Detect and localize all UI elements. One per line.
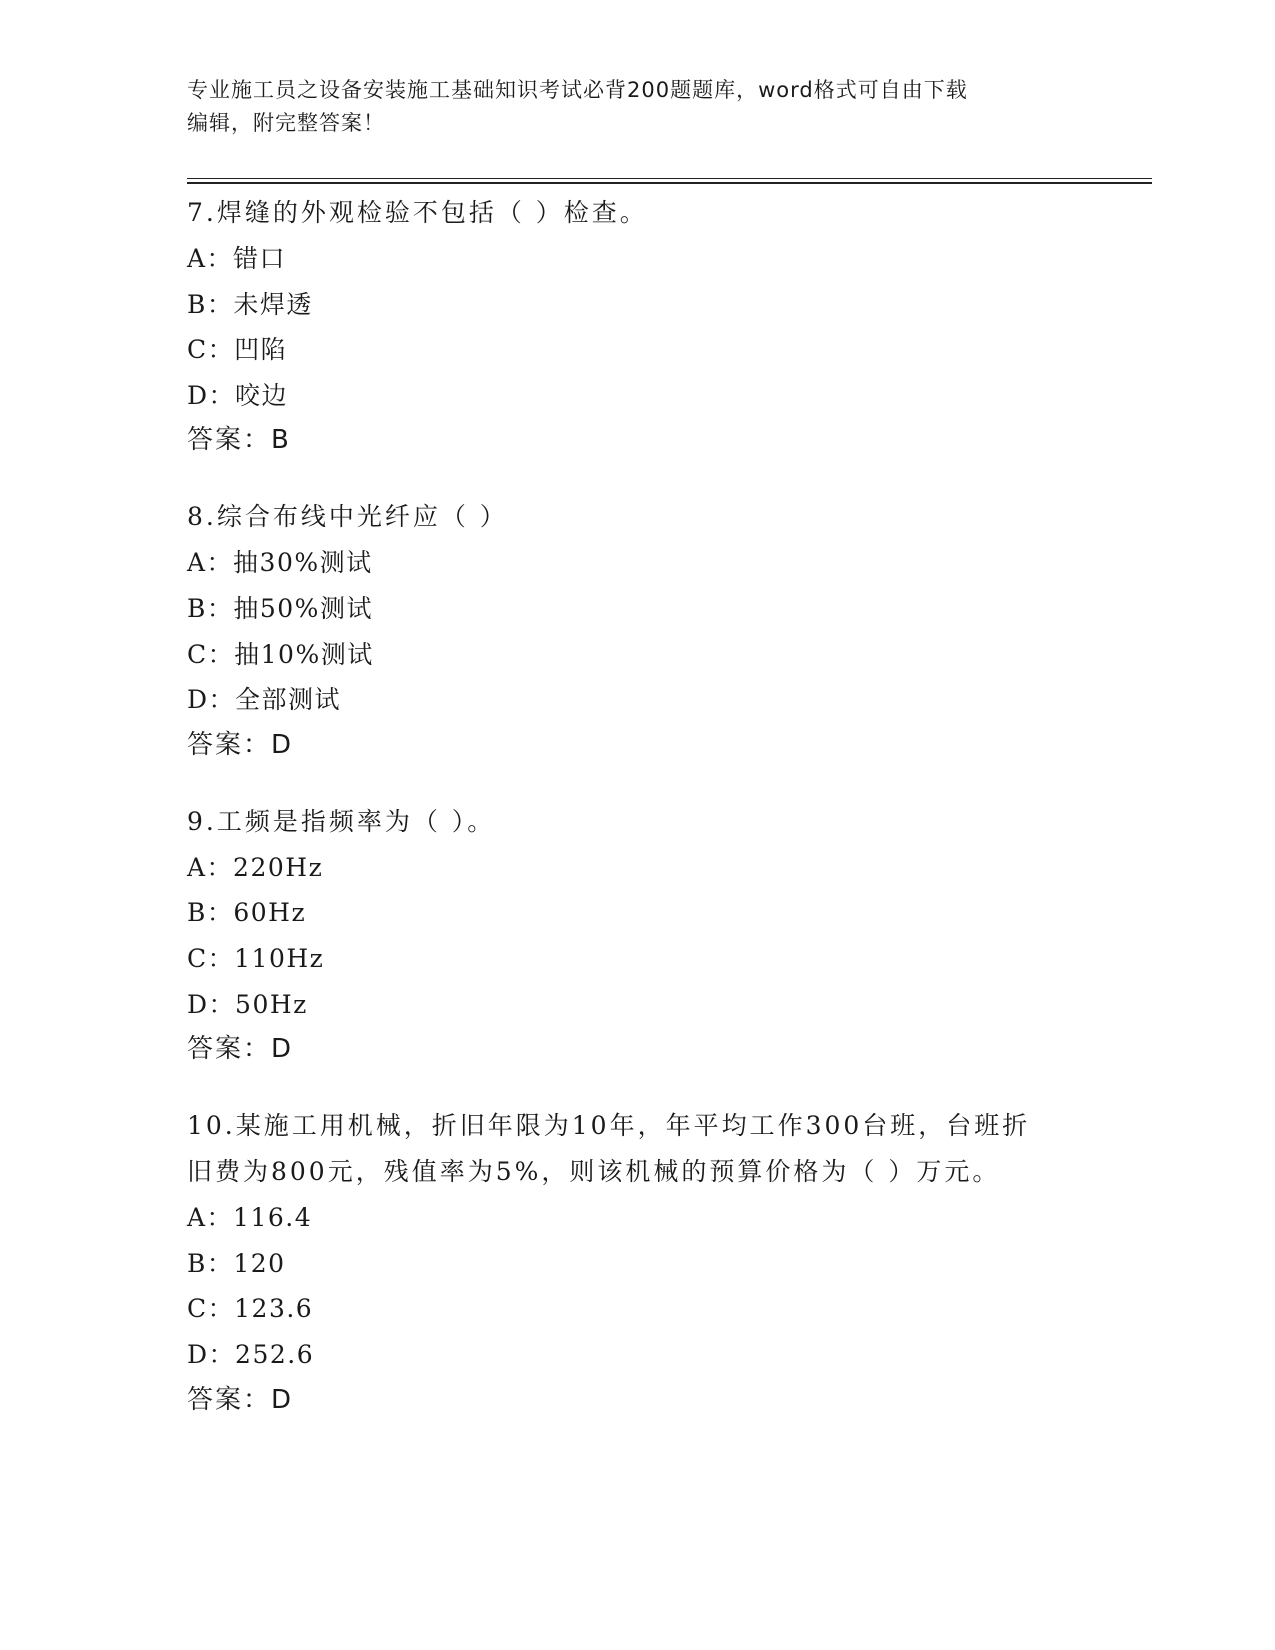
option-c: C：110Hz [187, 943, 325, 973]
question-stem-line-1: 10.某施工用机械，折旧年限为10年，年平均工作300台班，台班折 [187, 1111, 1031, 1141]
option-b: B：抽50%测试 [187, 593, 373, 623]
option-a: A：116.4 [187, 1203, 313, 1233]
option-a: A：抽30%测试 [187, 548, 373, 578]
question-stem-line-2: 旧费为800元，残值率为5%，则该机械的预算价格为（ ）万元。 [187, 1157, 1001, 1187]
answer-line: 答案：D [187, 729, 294, 760]
option-b: B：120 [187, 1248, 286, 1278]
question-8 [187, 494, 1087, 766]
header-line-2: 编辑，附完整答案！ [187, 111, 385, 135]
answer-line: 答案：B [187, 425, 291, 456]
option-a: A：错口 [187, 244, 287, 273]
header-divider-thick [187, 182, 1152, 184]
option-a: A：220Hz [187, 852, 324, 882]
option-b: B：60Hz [187, 898, 307, 928]
question-list [187, 190, 1087, 1454]
question-10 [187, 1103, 1087, 1421]
question-9 [187, 799, 1087, 1071]
option-c: C：抽10%测试 [187, 639, 374, 669]
option-d: D：全部测试 [187, 685, 342, 715]
option-b: B：未焊透 [187, 289, 313, 319]
question-stem: 7.焊缝的外观检验不包括（ ）检查。 [187, 198, 648, 227]
option-d: D：252.6 [187, 1339, 315, 1369]
option-d: D：50Hz [187, 989, 308, 1019]
header-divider-thin [187, 178, 1152, 179]
answer-line: 答案：D [187, 1034, 294, 1065]
answer-line: 答案：D [187, 1384, 294, 1415]
document-header [187, 74, 1087, 140]
option-d: D：咬边 [187, 380, 289, 410]
question-stem: 9.工频是指频率为（ ）。 [187, 806, 496, 836]
option-c: C：凹陷 [187, 335, 288, 365]
question-stem: 8.综合布线中光纤应（ ） [187, 502, 508, 532]
option-c: C：123.6 [187, 1294, 314, 1324]
question-7 [187, 190, 1087, 462]
header-line-1: 专业施工员之设备安装施工基础知识考试必背200题题库，word格式可自由下载 [187, 78, 968, 102]
